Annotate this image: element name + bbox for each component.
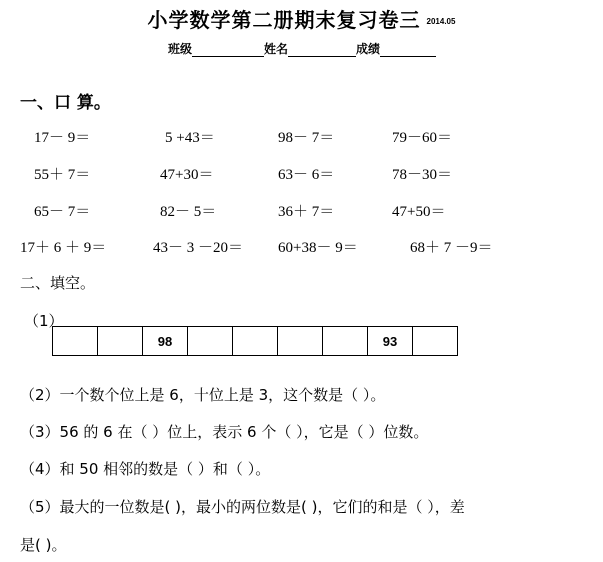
oral-calc-item: 79－60＝ (392, 130, 453, 146)
oral-calc-item: 60+38－ 9＝ (278, 240, 358, 256)
section2-heading: 二、填空。 (20, 274, 96, 292)
oral-calc-item: 17＋ 6 ＋ 9＝ (20, 240, 107, 256)
number-box[interactable]: 98 (143, 327, 188, 356)
score-label: 成绩 (356, 42, 381, 56)
oral-calc-item: 78－30＝ (392, 167, 453, 183)
title-text: 小学数学第二册期末复习卷三 (147, 8, 421, 32)
oral-calc-item: 5 +43＝ (165, 130, 215, 146)
oral-calc-item: 43－ 3 －20＝ (153, 240, 244, 256)
number-box[interactable] (233, 327, 278, 356)
number-sequence-boxes (52, 326, 458, 356)
oral-calc-item: 65－ 7＝ (34, 204, 91, 220)
oral-calc-item: 68＋ 7 －9＝ (410, 240, 493, 256)
number-box[interactable] (278, 327, 323, 356)
number-box[interactable] (323, 327, 368, 356)
oral-calc-item: 47+30＝ (160, 167, 214, 183)
number-box[interactable] (98, 327, 143, 356)
class-label: 班级 (168, 42, 193, 56)
question-4: （4）和 50 相邻的数是（ ）和（ ）。 (20, 460, 271, 478)
question-3: （3）56 的 6 在（ ）位上，表示 6 个（ ），它是（ ）位数。 (20, 423, 429, 441)
oral-calc-item: 55＋ 7＝ (34, 167, 91, 183)
question-5-line2: 是( )。 (20, 536, 67, 554)
score-blank[interactable] (380, 44, 436, 57)
name-label: 姓名 (264, 42, 289, 56)
class-blank[interactable] (192, 44, 264, 57)
q1-label: （1） (24, 312, 64, 330)
oral-calc-item: 36＋ 7＝ (278, 204, 335, 220)
oral-calc-item: 47+50＝ (392, 204, 446, 220)
question-5-line1: （5）最大的一位数是( )，最小的两位数是( )，它们的和是（ ），差 (20, 498, 465, 516)
date-text: 2014.05 (426, 17, 456, 26)
number-box[interactable] (53, 327, 98, 356)
name-blank[interactable] (288, 44, 356, 57)
oral-calc-item: 82－ 5＝ (160, 204, 217, 220)
section1-heading: 一、口 算。 (20, 93, 111, 113)
number-box[interactable] (413, 327, 458, 356)
oral-calc-item: 98－ 7＝ (278, 130, 335, 146)
student-info-line (168, 40, 436, 57)
oral-calc-item: 63－ 6＝ (278, 167, 335, 183)
page-title (0, 4, 603, 33)
number-box[interactable]: 93 (368, 327, 413, 356)
question-2: （2）一个数个位上是 6，十位上是 3，这个数是（ ）。 (20, 386, 386, 404)
number-box[interactable] (188, 327, 233, 356)
oral-calc-item: 17－ 9＝ (34, 130, 91, 146)
